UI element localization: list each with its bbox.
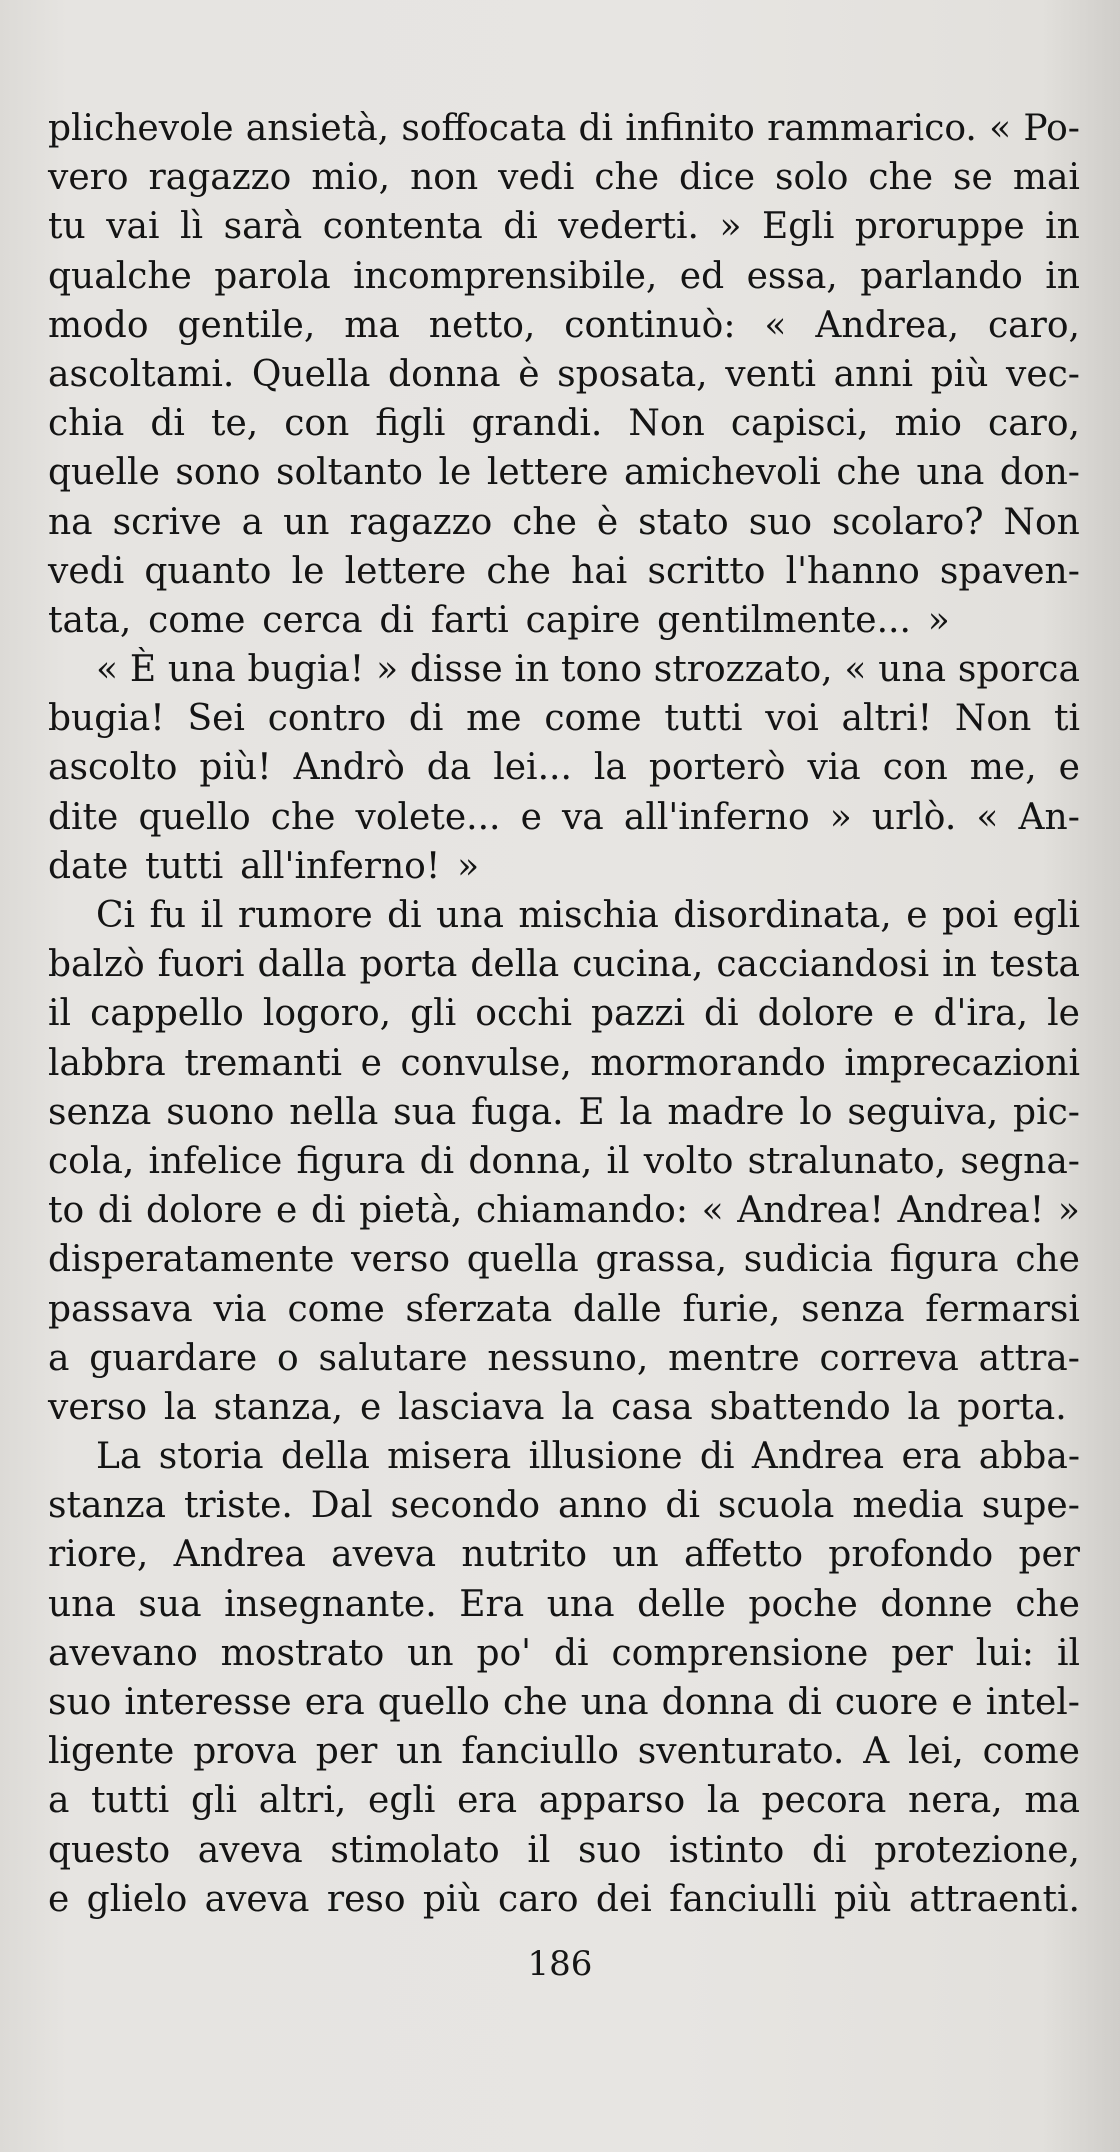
text-line: riore, Andrea aveva nutrito un affetto profondo per: [48, 1534, 1080, 1576]
text-line: « È una bugia! » disse in tono strozzato, « una sporca: [96, 649, 1080, 691]
text-line: una sua insegnante. Era una delle poche donne che: [48, 1583, 1080, 1625]
text-line: dite quello che volete... e va all'inferno » urlò. « An-: [48, 796, 1080, 838]
text-line: tu vai lì sarà contenta di vederti. » Egli proruppe in: [48, 206, 1080, 248]
text-line: na scrive a un ragazzo che è stato suo scolaro? Non: [48, 501, 1080, 543]
text-line: to di dolore e di pietà, chiamando: « Andrea! Andrea! »: [48, 1190, 1080, 1232]
text-line: plichevole ansietà, soffocata di infinito rammarico. « Po-: [48, 108, 1080, 149]
paragraph: [48, 104, 1080, 645]
text-line: bugia! Sei contro di me come tutti voi altri! Non ti: [48, 698, 1080, 740]
text-line: tata, come cerca di farti capire gentilmente... »: [48, 599, 950, 641]
text-line: avevano mostrato un po' di comprensione per lui: il: [48, 1632, 1080, 1674]
text-line: date tutti all'inferno! »: [48, 845, 480, 887]
text-line: qualche parola incomprensibile, ed essa, parlando in: [48, 255, 1080, 297]
body-text: [48, 104, 1080, 1924]
text-line: labbra tremanti e convulse, mormorando imprecazioni: [48, 1042, 1080, 1084]
text-line: verso la stanza, e lasciava la casa sbattendo la porta.: [48, 1386, 1067, 1428]
paragraph: [48, 645, 1080, 891]
text-line: Ci fu il rumore di una mischia disordinata, e poi egli: [96, 895, 1080, 936]
text-line: modo gentile, ma netto, continuò: « Andrea, caro,: [48, 304, 1080, 346]
text-line: a guardare o salutare nessuno, mentre correva attra-: [48, 1337, 1080, 1379]
text-line: passava via come sferzata dalle furie, senza fermarsi: [48, 1288, 1080, 1330]
paragraph: [48, 891, 1080, 1432]
text-line: a tutti gli altri, egli era apparso la pecora nera, ma: [48, 1780, 1080, 1822]
text-line: vero ragazzo mio, non vedi che dice solo che se mai: [48, 157, 1080, 199]
text-line: senza suono nella sua fuga. E la madre lo seguiva, pic-: [48, 1091, 1080, 1133]
text-line: ligente prova per un fanciullo sventurato. A lei, come: [48, 1731, 1080, 1773]
text-line: cola, infelice figura di donna, il volto stralunato, segna-: [48, 1140, 1080, 1182]
text-line: ascolto più! Andrò da lei... la porterò via con me, e: [48, 747, 1080, 789]
text-line: disperatamente verso quella grassa, sudicia figura che: [48, 1239, 1080, 1281]
text-line: suo interesse era quello che una donna di cuore e intel-: [48, 1682, 1080, 1723]
page-number: 186: [527, 1944, 593, 1984]
text-line: La storia della misera illusione di Andrea era abba-: [96, 1436, 1080, 1478]
text-line: il cappello logoro, gli occhi pazzi di dolore e d'ira, le: [48, 993, 1080, 1035]
text-line: balzò fuori dalla porta della cucina, cacciandosi in testa: [48, 944, 1080, 986]
text-line: stanza triste. Dal secondo anno di scuola media supe-: [48, 1485, 1080, 1527]
text-line: ascoltami. Quella donna è sposata, venti anni più vec-: [48, 353, 1080, 395]
text-line: e glielo aveva reso più caro dei fanciulli più attraenti.: [48, 1878, 1080, 1920]
text-line: quelle sono soltanto le lettere amichevoli che una don-: [48, 452, 1080, 494]
text-line: questo aveva stimolato il suo istinto di protezione,: [48, 1829, 1080, 1871]
text-line: vedi quanto le lettere che hai scritto l'hanno spaven-: [48, 550, 1080, 592]
paragraph: [48, 1432, 1080, 1924]
text-line: chia di te, con figli grandi. Non capisci, mio caro,: [48, 403, 1080, 445]
